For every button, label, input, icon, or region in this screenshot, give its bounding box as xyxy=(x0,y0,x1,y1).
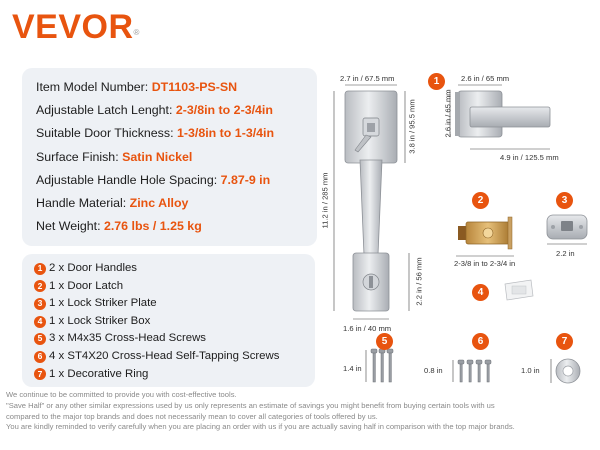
spec-value: 1-3/8in to 1-3/4in xyxy=(176,126,275,141)
striker-box xyxy=(505,280,533,300)
callout-3-badge: 3 xyxy=(556,192,573,209)
item-number-badge: 3 xyxy=(34,298,46,310)
plate-width-label: 2.7 in / 67.5 mm xyxy=(340,74,395,83)
spec-label: Adjustable Handle Hole Spacing: xyxy=(36,172,221,187)
screw6-length-label: 0.8 in xyxy=(424,366,443,375)
spec-value: DT1103-PS-SN xyxy=(151,80,238,94)
spec-value: 7.87-9 in xyxy=(220,172,271,187)
bottom-width-label: 1.6 in / 40 mm xyxy=(343,324,392,333)
disclaimer xyxy=(6,390,598,433)
disclaimer-line: compared to the major top brands and does not necessarily mean to cover all categories of tools offered by us. xyxy=(6,411,378,421)
item-text: 1 x Door Latch xyxy=(49,279,124,292)
item-number-badge: 5 xyxy=(34,333,46,345)
spec-label: Item Model Number: xyxy=(36,80,152,94)
spec-label: Handle Material: xyxy=(36,196,130,211)
callout-6-badge: 6 xyxy=(472,333,489,350)
st4x20-screws xyxy=(458,360,491,382)
item-number-badge: 2 xyxy=(34,280,46,292)
spec-label: Adjustable Latch Lenght: xyxy=(36,103,176,118)
lever-length-label: 4.9 in / 125.5 mm xyxy=(500,153,559,162)
rose-height-label: 2.6 in / 65 mm xyxy=(443,89,453,138)
item-text: 2 x Door Handles xyxy=(49,262,138,274)
disclaimer-line: You are kindly reminded to verify carefully when you are placing an order with us if you are actually saving half in comparison with the top major brands. xyxy=(6,422,515,432)
item-text: 4 x ST4X20 Cross-Head Self-Tapping Screws xyxy=(49,349,280,362)
m4x35-screws xyxy=(371,349,393,382)
item-number-badge: 7 xyxy=(34,368,46,380)
spec-label: Net Weight: xyxy=(36,219,104,234)
striker-width-label: 2.2 in xyxy=(556,249,575,258)
screw5-length-label: 1.4 in xyxy=(343,364,362,373)
item-text: 1 x Lock Striker Box xyxy=(49,314,151,327)
spec-label: Surface Finish: xyxy=(36,149,123,164)
item-number-badge: 4 xyxy=(34,316,46,328)
latch-backset-label: 2-3/8 in to 2-3/4 in xyxy=(454,259,516,268)
spec-value: 2-3/8in to 2-3/4in xyxy=(175,103,273,118)
item-number-badge: 1 xyxy=(34,263,46,275)
callout-7-badge: 7 xyxy=(556,333,573,350)
callout-4-badge: 4 xyxy=(472,284,489,301)
spec-value: 2.76 lbs / 1.25 kg xyxy=(103,219,202,234)
spec-value: Satin Nickel xyxy=(122,149,193,164)
disclaimer-line: We continue to be committed to provide you with cost-effective tools. xyxy=(6,390,237,399)
rose-width-label: 2.6 in / 65 mm xyxy=(461,74,510,83)
bottom-height-label: 2.2 in / 56 mm xyxy=(414,257,424,306)
total-height-label: 11.2 in / 285 mm xyxy=(320,172,330,229)
lever-handle-side xyxy=(455,91,550,137)
callout-1-badge: 1 xyxy=(428,73,445,90)
decorative-ring xyxy=(556,359,580,383)
item-text: 1 x Lock Striker Plate xyxy=(49,297,157,310)
item-text: 1 x Decorative Ring xyxy=(49,367,149,380)
plate-top-height-label: 3.8 in / 95.5 mm xyxy=(407,99,417,154)
spec-label: Suitable Door Thickness: xyxy=(36,126,177,141)
door-latch xyxy=(458,217,512,249)
ring-diameter-label: 1.0 in xyxy=(521,366,540,375)
item-number-badge: 6 xyxy=(34,351,46,363)
callout-2-badge: 2 xyxy=(472,192,489,209)
item-text: 3 x M4x35 Cross-Head Screws xyxy=(49,332,206,345)
spec-value: Zinc Alloy xyxy=(129,196,189,211)
registered-mark: ® xyxy=(133,28,140,37)
handleset-front-plate xyxy=(345,91,397,311)
disclaimer-line: "Save Half" or any other similar expressions used by us only represents an estimate of savings you might benefit from buying certain tools with us xyxy=(6,400,495,410)
striker-plate xyxy=(547,215,587,239)
brand-name: VEVOR xyxy=(12,8,134,46)
callout-5-badge: 5 xyxy=(376,333,393,350)
